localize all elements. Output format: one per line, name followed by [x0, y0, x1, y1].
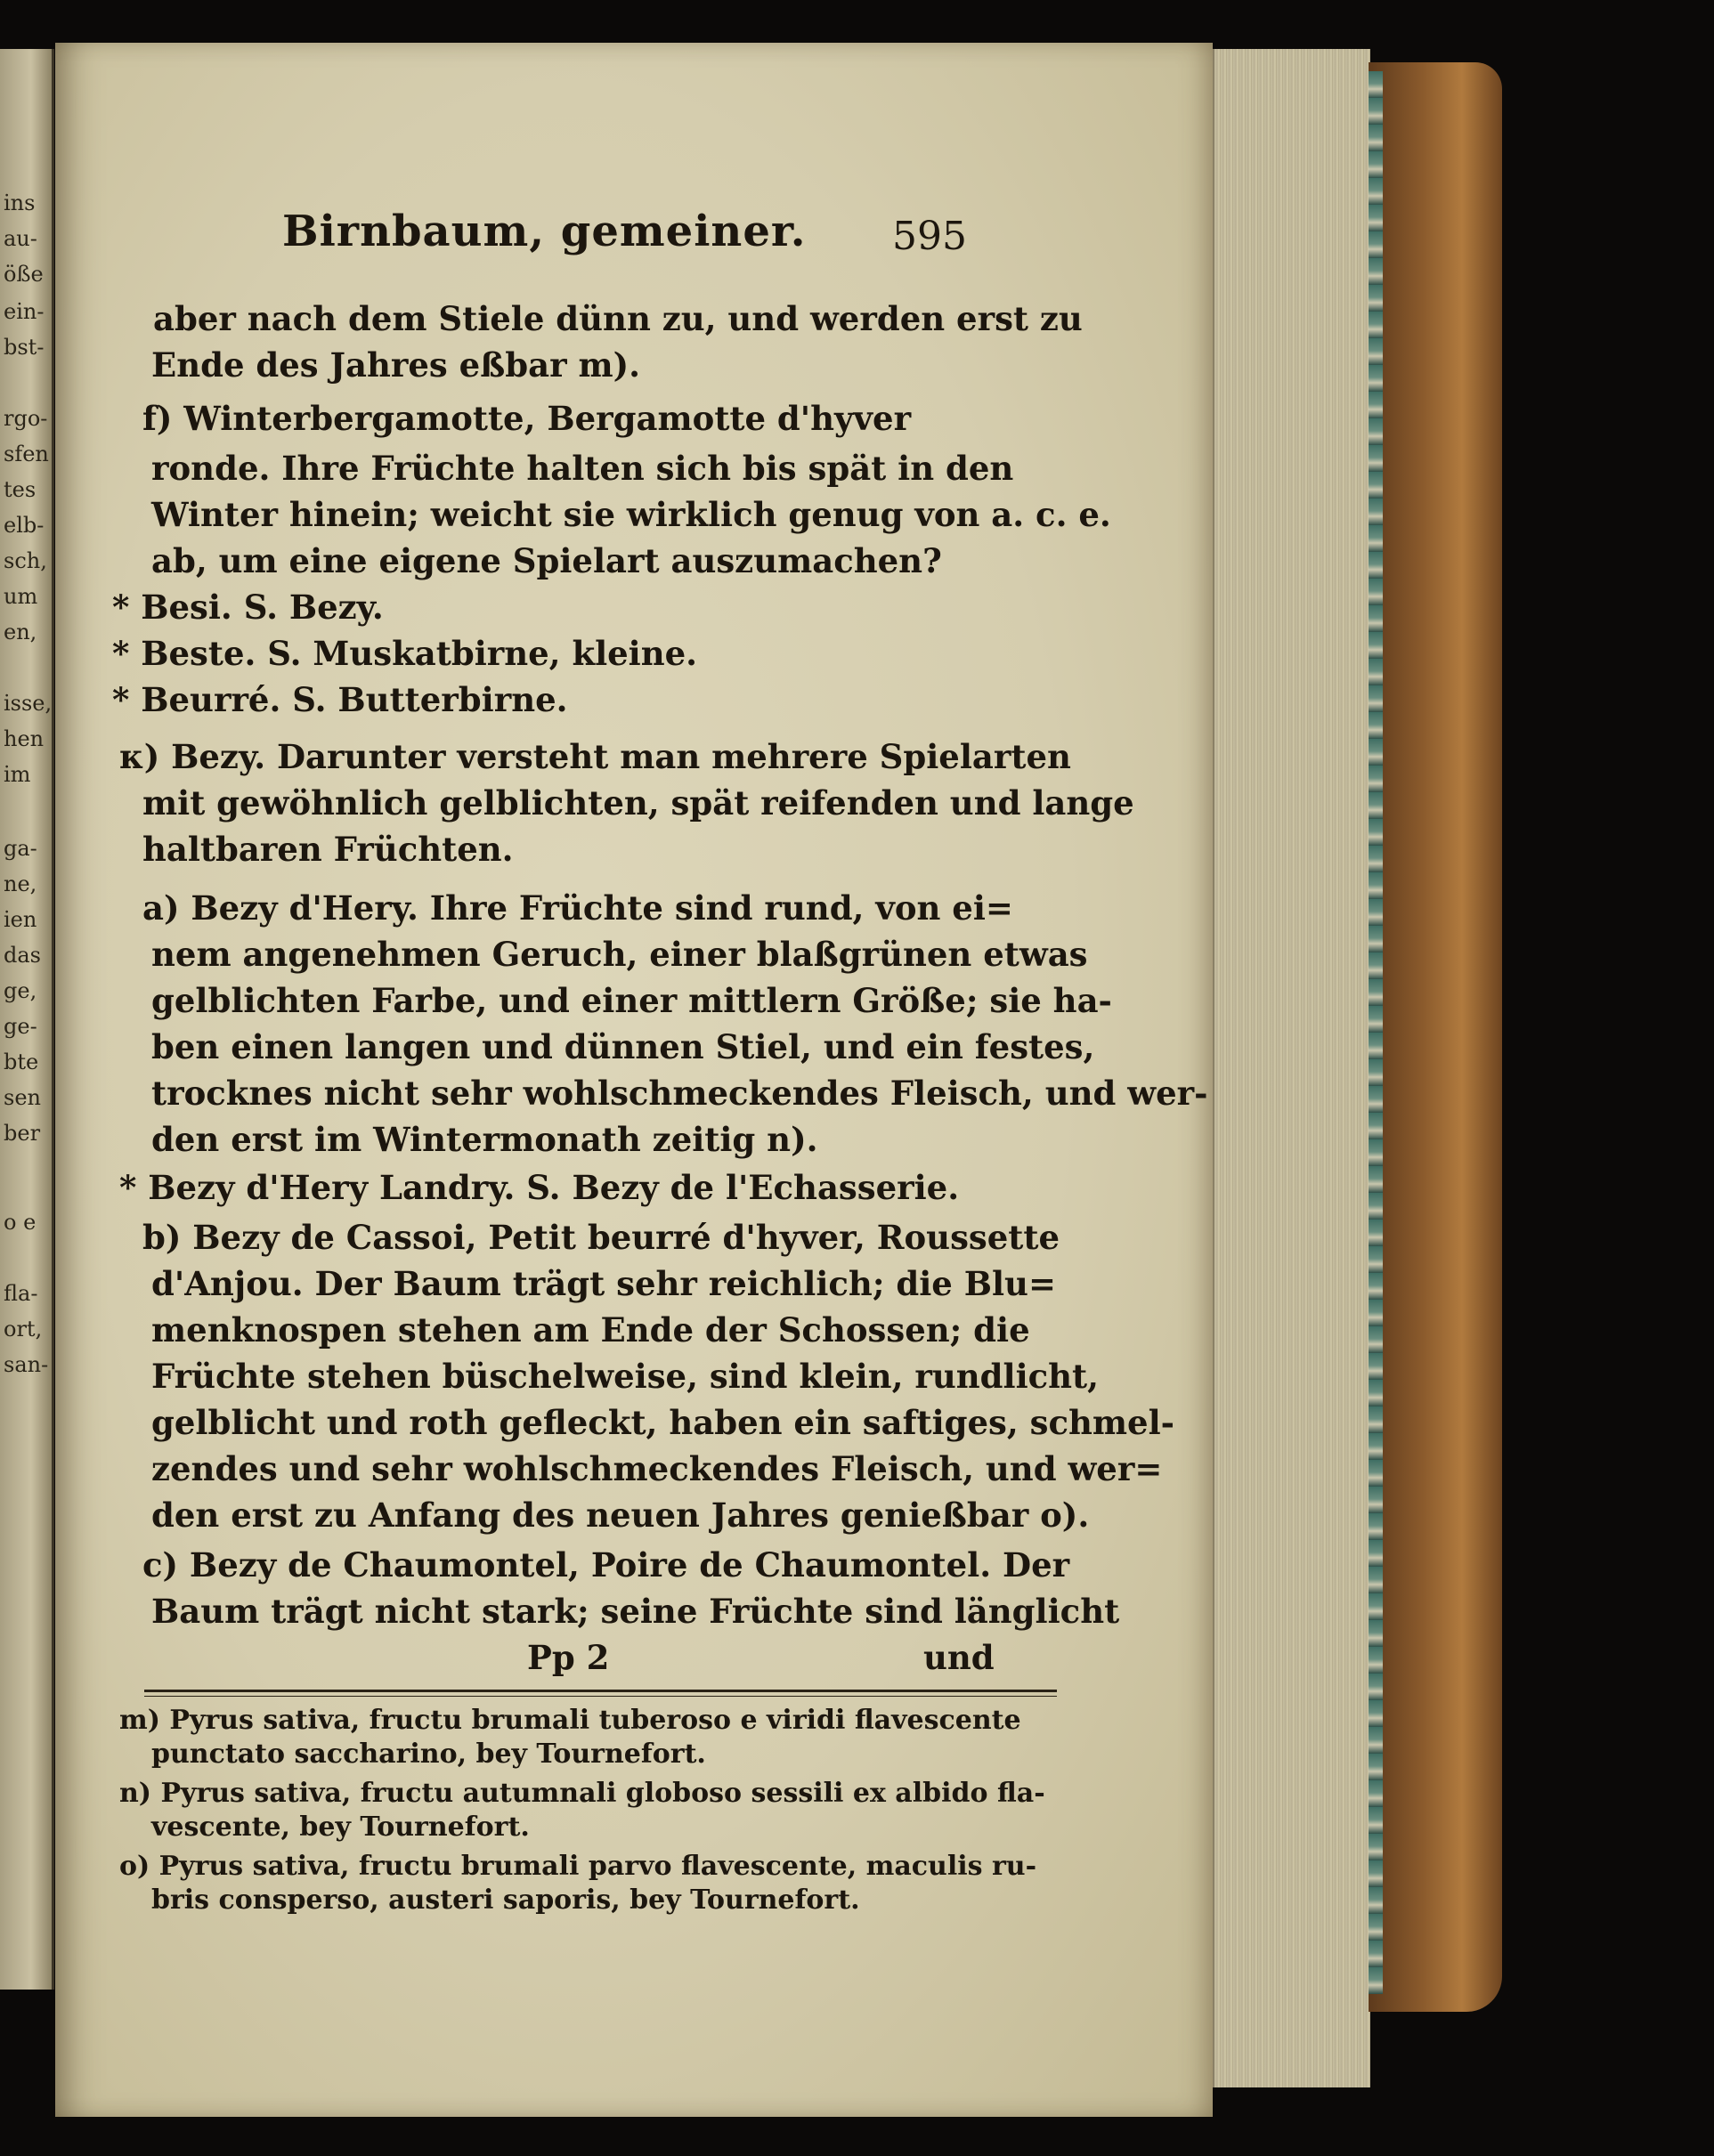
- margin-fragment: tes: [4, 477, 37, 502]
- footnote-line: n) Pyrus sativa, fructu autumnali globoso sessili ex albido fla-: [119, 1778, 1045, 1809]
- text-line: gelblichten Farbe, und einer mittlern Größe; sie ha-: [151, 981, 1112, 1020]
- margin-fragment: ge,: [4, 978, 37, 1003]
- text-line: * Bezy d'Hery Landry. S. Bezy de l'Echasserie.: [119, 1168, 960, 1207]
- margin-fragment: bte: [4, 1050, 39, 1074]
- text-line: ab, um eine eigene Spielart auszumachen?: [151, 541, 942, 580]
- text-line: mit gewöhnlich gelblichten, spät reifenden und lange: [142, 783, 1134, 823]
- margin-fragment: sfen: [4, 442, 49, 466]
- footnote-line: o) Pyrus sativa, fructu brumali parvo flavescente, maculis ru-: [119, 1851, 1037, 1882]
- text-line: * Beurré. S. Butterbirne.: [112, 680, 568, 719]
- text-line: a) Bezy d'Hery. Ihre Früchte sind rund, von ei=: [142, 888, 1013, 928]
- margin-fragment: elb-: [4, 513, 45, 538]
- text-line: aber nach dem Stiele dünn zu, und werden erst zu: [153, 299, 1083, 338]
- text-line: f) Winterbergamotte, Bergamotte d'hyver: [142, 399, 912, 438]
- margin-fragment: ort,: [4, 1317, 43, 1341]
- margin-fragment: en,: [4, 620, 37, 644]
- margin-fragment: o e: [4, 1210, 37, 1235]
- margin-fragment: au-: [4, 226, 37, 251]
- text-line: * Besi. S. Bezy.: [112, 588, 384, 627]
- text-line: Ende des Jahres eßbar m).: [151, 345, 641, 385]
- text-line: trocknes nicht sehr wohlschmeckendes Fleisch, und wer-: [151, 1074, 1208, 1113]
- text-line: den erst im Wintermonath zeitig n).: [151, 1120, 818, 1159]
- text-line: κ) Bezy. Darunter versteht man mehrere Spielarten: [119, 737, 1071, 776]
- margin-fragment: sen: [4, 1085, 41, 1110]
- margin-fragment: rgo-: [4, 406, 48, 431]
- margin-fragment: san-: [4, 1352, 49, 1377]
- footnote-line: bris conspersо, austeri saporis, bey Tournefort.: [151, 1884, 860, 1916]
- signature-mark: Pp 2: [527, 1638, 610, 1677]
- margin-fragment: um: [4, 584, 38, 609]
- margin-fragment: isse,: [4, 691, 53, 716]
- text-line: b) Bezy de Cassoi, Petit beurré d'hyver, Roussette: [142, 1218, 1060, 1257]
- margin-fragment: bst-: [4, 335, 45, 360]
- margin-fragment: ins: [4, 190, 36, 215]
- text-line: d'Anjou. Der Baum trägt sehr reichlich; die Blu=: [151, 1264, 1056, 1303]
- text-line: Früchte stehen büschelweise, sind klein, rundlicht,: [151, 1357, 1100, 1396]
- text-line: c) Bezy de Chaumontel, Poire de Chaumontel. Der: [142, 1545, 1070, 1585]
- page-number: 595: [892, 214, 967, 259]
- book-page: [55, 43, 1213, 2117]
- footnote-line: vescente, bey Tournefort.: [151, 1812, 530, 1843]
- text-line: gelblicht und roth gefleckt, haben ein saftiges, schmel-: [151, 1403, 1175, 1442]
- text-line: * Beste. S. Muskatbirne, kleine.: [112, 634, 698, 673]
- text-line: zendes und sehr wohlschmeckendes Fleisch, und wer=: [151, 1449, 1163, 1488]
- margin-fragment: ber: [4, 1121, 41, 1146]
- text-line: menknospen stehen am Ende der Schossen; die: [151, 1310, 1030, 1350]
- cover-marbled-edge: [1369, 71, 1383, 1994]
- text-line: ben einen langen und dünnen Stiel, und ein festes,: [151, 1027, 1095, 1066]
- margin-fragment: hen: [4, 726, 45, 751]
- text-line: nem angenehmen Geruch, einer blaßgrünen etwas: [151, 935, 1088, 974]
- margin-fragment: das: [4, 943, 41, 968]
- text-line: ronde. Ihre Früchte halten sich bis spät in den: [151, 449, 1014, 488]
- margin-fragment: ga-: [4, 836, 37, 861]
- margin-fragment: fla-: [4, 1281, 38, 1306]
- margin-fragment: ne,: [4, 871, 37, 896]
- footnote-line: punctato saccharino, bey Tournefort.: [151, 1739, 706, 1770]
- text-line: Winter hinein; weicht sie wirklich genug von a. c. e.: [151, 495, 1111, 534]
- text-line: haltbaren Früchten.: [142, 830, 514, 869]
- margin-fragment: ien: [4, 907, 37, 932]
- footnote-line: m) Pyrus sativa, fructu brumali tuberoso e viridi flavescente: [119, 1705, 1021, 1736]
- book-cover: [1369, 62, 1502, 2012]
- running-title: Birnbaum, gemeiner.: [282, 207, 807, 256]
- footnote-rule-thin: [144, 1696, 1057, 1697]
- footnote-rule: [144, 1690, 1057, 1692]
- margin-fragment: im: [4, 762, 31, 787]
- text-line: Baum trägt nicht stark; seine Früchte sind länglicht: [151, 1592, 1120, 1631]
- catchword: und: [923, 1638, 995, 1677]
- page-edges: [1213, 49, 1370, 2087]
- margin-fragment: sch,: [4, 548, 47, 573]
- margin-fragment: ge-: [4, 1014, 37, 1039]
- previous-page-edge: [0, 49, 54, 1990]
- margin-fragment: öße: [4, 262, 44, 287]
- text-line: den erst zu Anfang des neuen Jahres genießbar o).: [151, 1495, 1090, 1535]
- margin-fragment: ein-: [4, 299, 45, 324]
